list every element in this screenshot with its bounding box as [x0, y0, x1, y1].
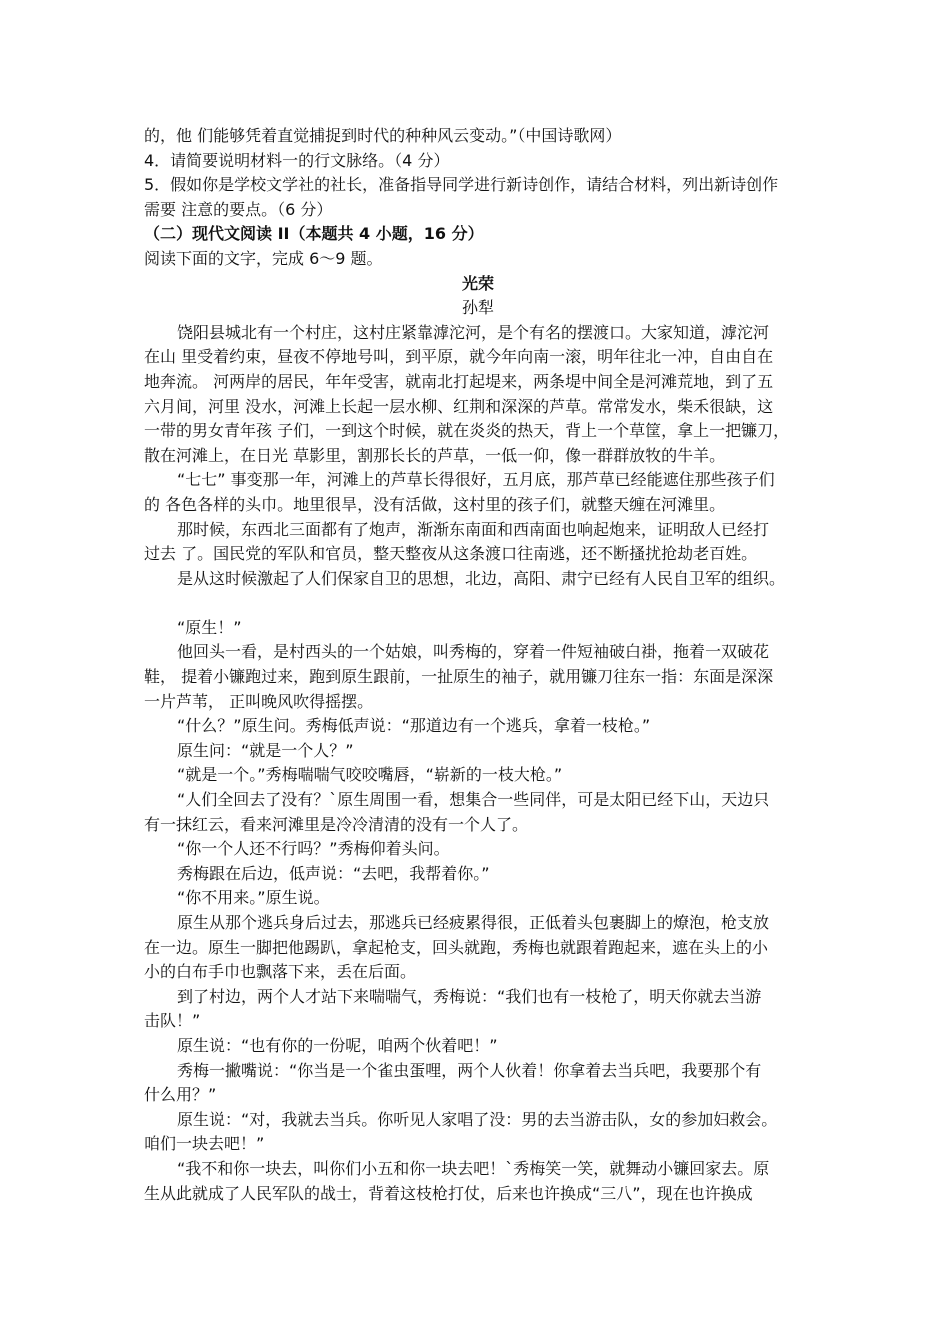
text-line: “原生！” — [177, 617, 242, 637]
paragraph-1 — [144, 321, 812, 469]
text-line: 秀梅跟在后边，低声说：“去吧，我帮着你。” — [177, 863, 490, 883]
paragraph-9 — [144, 763, 812, 788]
paragraph-8 — [144, 739, 812, 764]
paragraph-19 — [144, 1157, 812, 1206]
text-line: 原生问：“就是一个人？” — [177, 740, 354, 760]
text-line: 什么用？” — [144, 1085, 217, 1105]
paragraph-11 — [144, 837, 812, 862]
text-line: 秀梅一撇嘴说：“你当是一个雀虫蛋哩，两个人伙着！你拿着去当兵吧，我要那个有 — [177, 1060, 762, 1080]
text-line: 他回头一看，是村西头的一个姑娘，叫秀梅的，穿着一件短袖破白褂，拖着一双破花 — [177, 642, 770, 662]
section-heading: （二）现代文阅读 II（本题共 4 小题，16 分） — [144, 224, 484, 244]
text-line: 有一抹红云，看来河滩里是冷冷清清的没有一个人了。 — [144, 814, 529, 834]
paragraph-5 — [144, 616, 812, 641]
text-line: 过去 了。国民党的军队和官员，整天整夜从这条渡口往南逃，还不断搔扰抢劫老百姓。 — [144, 544, 758, 564]
question-5-cont: 需要 注意的要点。（6 分） — [144, 199, 333, 219]
text-line: 饶阳县城北有一个村庄，这村庄紧靠滹沱河，是个有名的摆渡口。大家知道，滹沱河 — [177, 322, 770, 342]
question-4: 4．请简要说明材料一的行文脉络。（4 分） — [144, 150, 450, 170]
text-line: 咱们一块去吧！” — [144, 1134, 265, 1154]
paragraph-16 — [144, 1034, 812, 1059]
text-line: “七七” 事变那一年，河滩上的芦草长得很好，五月底，那芦草已经能遮住那些孩子们 — [177, 470, 775, 490]
text-line: 的，他 们能够凭着直觉捕捉到时代的种种风云变动。”（中国诗歌网） — [144, 126, 622, 145]
text-line: 在山 里受着约束，昼夜不停地号叫，到平原，就今年向南一滚，明年往北一冲，自由自在 — [144, 347, 774, 367]
text-line: 是从这时候激起了人们保家自卫的思想，北边，高阳、肃宁已经有人民自卫军的组织。 — [177, 568, 786, 588]
paragraph-6 — [144, 640, 812, 714]
text-line: 击队！” — [144, 1011, 201, 1031]
text-line: “你不用来。”原生说。 — [177, 888, 330, 908]
text-line: 那时候，东西北三面都有了炮声，渐渐东南面和西南面也响起炮来，证明敌人已经打 — [177, 519, 770, 539]
text-line: 地奔流。 河两岸的居民，年年受害，就南北打起堤来，两条堤中间全是河滩荒地，到了五 — [144, 371, 774, 391]
paragraph-7 — [144, 714, 812, 739]
paragraph-18 — [144, 1108, 812, 1157]
text-line: 六月间，河里 没水，河滩上长起一层水柳、红荆和深深的芦草。常常发水，柴禾很缺，这 — [144, 396, 774, 416]
text-line: 一带的男女青年孩 子们，一到这个时候，就在炎炎的热天，背上一个草筐，拿上一把镰刀， — [144, 421, 790, 441]
text-line: “什么？”原生问。秀梅低声说：“那道边有一个逃兵，拿着一枝枪。” — [177, 716, 651, 736]
text-line: 在一边。原生一脚把他踢趴，拿起枪支，回头就跑，秀梅也就跟着跑起来，遮在头上的小 — [144, 937, 769, 957]
text-line: 散在河滩上，在日光 草影里，割那长长的芦草，一低一仰，像一群群放牧的牛羊。 — [144, 445, 726, 465]
article-author: 孙犁 — [461, 298, 494, 318]
paragraph-4 — [144, 567, 812, 592]
text-line: “人们全回去了没有？`原生周围一看，想集合一些同伴，可是太阳已经下山，天边只 — [177, 790, 770, 810]
text-line: 生从此就成了人民军队的战士，背着这枝枪打仗，后来也许换成“三八”，现在也许换成 — [144, 1183, 753, 1203]
paragraph-2 — [144, 468, 812, 517]
text-line: 到了村边，两个人才站下来喘喘气，秀梅说：“我们也有一枝枪了，明天你就去当游 — [177, 986, 762, 1006]
question-5: 5．假如你是学校文学社的社长，准备指导同学进行新诗创作，请结合材料，列出新诗创作 — [144, 175, 779, 195]
text-line: 一片芦苇， 正叫晚风吹得摇摆。 — [144, 691, 374, 711]
text-line: 原生说：“也有你的一份呢，咱两个伙着吧！” — [177, 1035, 498, 1055]
paragraph-15 — [144, 985, 812, 1034]
blank-line — [144, 591, 812, 616]
instruction: 阅读下面的文字，完成 6～9 题。 — [144, 248, 383, 268]
paragraph-17 — [144, 1059, 812, 1108]
paragraph-13 — [144, 886, 812, 911]
article-title: 光荣 — [461, 273, 494, 293]
paragraph-12 — [144, 862, 812, 887]
text-line: “就是一个。”秀梅喘喘气咬咬嘴唇，“崭新的一枝大枪。” — [177, 765, 563, 785]
text-line: 小的白布手巾也飘落下来，丢在后面。 — [144, 962, 417, 982]
text-line: 的 各色各样的头巾。地里很旱，没有活做，这村里的孩子们，就整天缠在河滩里。 — [144, 494, 726, 514]
paragraph-3 — [144, 518, 812, 567]
text-line: “你一个人还不行吗？”秀梅仰着头问。 — [177, 839, 450, 859]
text-line: 原生从那个逃兵身后过去，那逃兵已经疲累得很，正低着头包裹脚上的燎泡，枪支放 — [177, 913, 770, 932]
paragraph-14 — [144, 911, 812, 985]
text-line: 鞋， 提着小镰跑过来，跑到原生跟前，一扯原生的袖子，就用镰刀往东一指：东面是深深 — [144, 667, 774, 687]
text-line: “我不和你一块去，叫你们小五和你一块去吧！`秀梅笑一笑，就舞动小镰回家去。原 — [177, 1158, 770, 1178]
text-line: 原生说：“对，我就去当兵。你听见人家唱了没：男的去当游击队，女的参加妇救会。 — [177, 1109, 778, 1129]
paragraph-10 — [144, 788, 812, 837]
document-page — [144, 124, 812, 1206]
